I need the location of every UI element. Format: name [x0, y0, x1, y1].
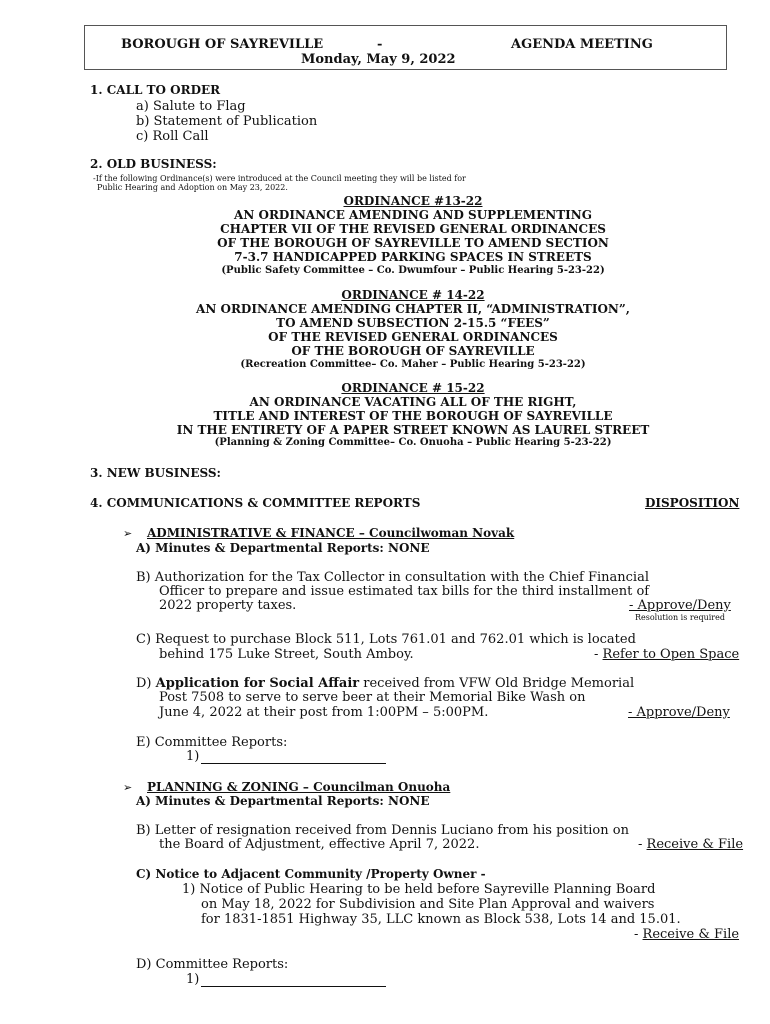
blank-line — [201, 751, 386, 764]
list-item: c) Roll Call — [136, 129, 209, 144]
admin-item-e: E) Committee Reports: — [136, 735, 288, 750]
section-new-business-title: 3. NEW BUSINESS: — [90, 466, 221, 480]
section-communications-title: 4. COMMUNICATIONS & COMMITTEE REPORTS — [90, 496, 421, 510]
disposition-approve-deny: - Approve/Deny — [628, 705, 730, 720]
planning-item-a: A) Minutes & Departmental Reports: NONE — [136, 794, 430, 808]
disposition-header: DISPOSITION — [645, 496, 740, 510]
ordinance-number: ORDINANCE # 14-22 — [341, 288, 485, 302]
committee-report-line: 1) — [186, 972, 386, 987]
committee-report-line: 1) — [186, 749, 386, 764]
ordinance-committee: (Public Safety Committee – Co. Dwumfour – Public Hearing 5-23-22) — [221, 265, 605, 276]
old-business-note: -If the following Ordinance(s) were introduced at the Council meeting they will be listed for — [93, 174, 466, 183]
list-item: b) Statement of Publication — [136, 114, 318, 129]
header-borough: BOROUGH OF SAYREVILLE — [121, 37, 324, 52]
planning-item-c: 1) Notice of Public Hearing to be held before Sayreville Planning Board — [182, 882, 656, 897]
disposition-refer — [594, 647, 739, 662]
ordinance-line: TITLE AND INTEREST OF THE BOROUGH OF SAYREVILLE — [213, 409, 613, 423]
ordinance-line: AN ORDINANCE VACATING ALL OF THE RIGHT, — [249, 395, 577, 409]
resolution-note: Resolution is required — [635, 613, 725, 622]
disposition-receive-file: - Receive & File — [638, 837, 744, 852]
disposition-refer-text: Refer to Open Space — [602, 647, 740, 662]
disposition-approve-deny: - Approve/Deny — [629, 598, 731, 613]
admin-item-d: Post 7508 to serve to serve beer at their Memorial Bike Wash on — [159, 690, 586, 705]
ordinance-line: 7-3.7 HANDICAPPED PARKING SPACES IN STREETS — [234, 250, 592, 264]
planning-item-c-title: C) Notice to Adjacent Community /Property Owner - — [136, 867, 486, 881]
ordinance-committee: (Recreation Committee– Co. Maher – Public Hearing 5-23-22) — [240, 359, 586, 370]
admin-item-b: B) Authorization for the Tax Collector in consultation with the Chief Financial — [136, 570, 649, 585]
admin-item-b: Officer to prepare and issue estimated tax bills for the third installment of — [159, 584, 650, 599]
list-item: a) Salute to Flag — [136, 99, 246, 114]
admin-item-d — [136, 676, 634, 691]
item-text: received from VFW Old Bridge Memorial — [359, 676, 635, 691]
planning-item-b: B) Letter of resignation received from Dennis Luciano from his position on — [136, 823, 629, 838]
ordinance-committee: (Planning & Zoning Committee– Co. Onuoha – Public Hearing 5-23-22) — [214, 437, 612, 448]
admin-item-d: June 4, 2022 at their post from 1:00PM – 5:00PM. — [159, 705, 489, 720]
admin-item-c: C) Request to purchase Block 511, Lots 761.01 and 762.01 which is located — [136, 632, 636, 647]
committee-heading-planning: PLANNING & ZONING – Councilman Onuoha — [147, 780, 451, 794]
section-call-to-order-title: 1. CALL TO ORDER — [90, 83, 221, 97]
social-affair-label: Application for Social Affair — [155, 676, 360, 691]
header-dash: - — [377, 37, 383, 52]
disposition-receive-file: - Receive & File — [634, 927, 740, 942]
planning-item-c: for 1831-1851 Highway 35, LLC known as Block 538, Lots 14 and 15.01. — [201, 912, 681, 927]
ordinance-line: CHAPTER VII OF THE REVISED GENERAL ORDINANCES — [220, 222, 606, 236]
blank-line — [201, 974, 386, 987]
ordinance-line: OF THE BOROUGH OF SAYREVILLE — [291, 344, 535, 358]
ordinance-line: AN ORDINANCE AMENDING AND SUPPLEMENTING — [234, 208, 592, 222]
ordinance-number: ORDINANCE # 15-22 — [341, 381, 485, 395]
header-meeting: AGENDA MEETING — [511, 37, 653, 52]
ordinance-line: AN ORDINANCE AMENDING CHAPTER II, “ADMINISTRATION”, — [196, 302, 630, 316]
ordinance-line: OF THE REVISED GENERAL ORDINANCES — [268, 330, 558, 344]
ordinance-line: IN THE ENTIRETY OF A PAPER STREET KNOWN AS LAUREL STREET — [176, 423, 650, 437]
planning-item-d: D) Committee Reports: — [136, 957, 289, 972]
admin-item-c: behind 175 Luke Street, South Amboy. — [159, 647, 414, 662]
old-business-note: Public Hearing and Adoption on May 23, 2022. — [97, 183, 288, 192]
ordinance-number: ORDINANCE #13-22 — [343, 194, 483, 208]
arrow-bullet-icon: ➢ — [123, 527, 133, 540]
item-letter: D) — [136, 676, 156, 691]
ordinance-line: TO AMEND SUBSECTION 2-15.5 “FEES” — [276, 316, 550, 330]
section-old-business-title: 2. OLD BUSINESS: — [90, 157, 217, 171]
disposition-prefix: - — [594, 647, 603, 662]
arrow-bullet-icon: ➢ — [123, 781, 133, 794]
header-date: Monday, May 9, 2022 — [301, 52, 456, 67]
committee-heading-admin: ADMINISTRATIVE & FINANCE – Councilwoman Novak — [147, 526, 515, 540]
admin-item-b: 2022 property taxes. — [159, 598, 297, 613]
ordinance-line: OF THE BOROUGH OF SAYREVILLE TO AMEND SECTION — [217, 236, 609, 250]
planning-item-b: the Board of Adjustment, effective April 7, 2022. — [159, 837, 480, 852]
planning-item-c: on May 18, 2022 for Subdivision and Site Plan Approval and waivers — [201, 897, 655, 912]
admin-item-a: A) Minutes & Departmental Reports: NONE — [136, 541, 430, 555]
